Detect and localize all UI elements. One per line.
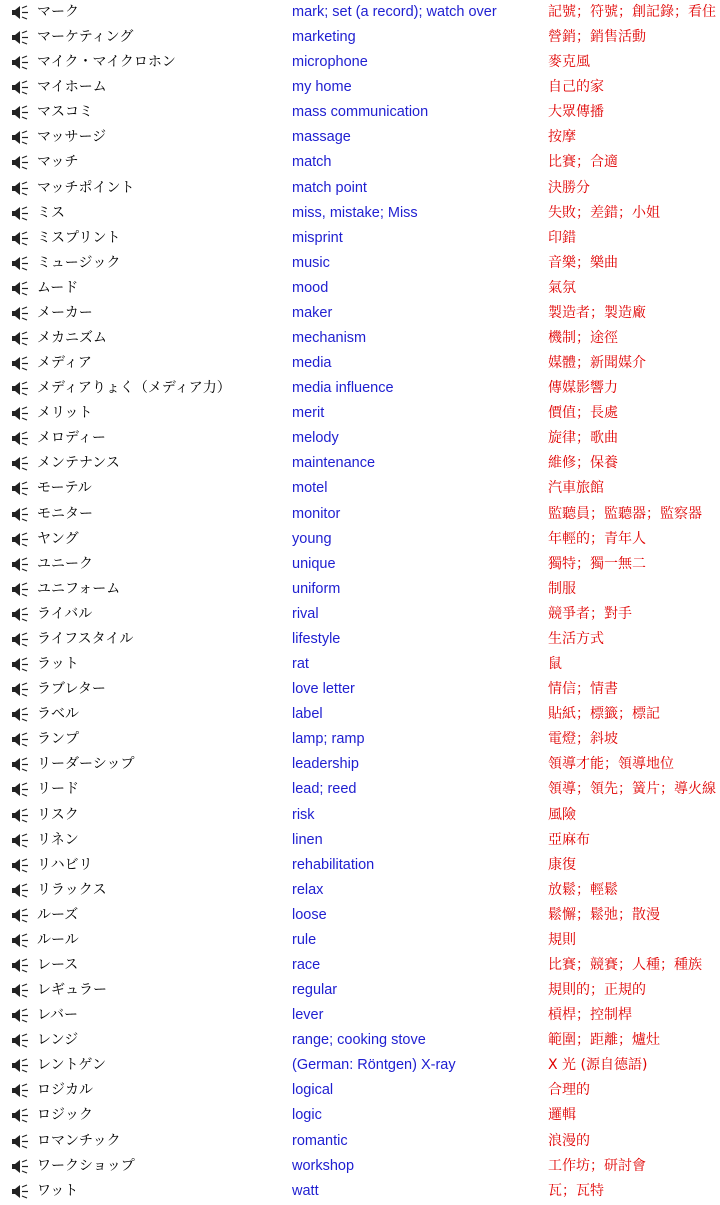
chinese-meaning: 合理的 xyxy=(548,1082,590,1099)
speaker-icon[interactable] xyxy=(11,476,31,501)
japanese-term: リラックス xyxy=(37,881,107,898)
chinese-meaning: 音樂；樂曲 xyxy=(548,254,618,271)
chinese-meaning: 競爭者；對手 xyxy=(548,605,632,622)
list-item xyxy=(0,552,720,577)
chinese-meaning: 比賽；競賽；人種；種族 xyxy=(548,956,702,973)
japanese-term: ロマンチック xyxy=(37,1132,121,1149)
english-meaning: match xyxy=(292,154,332,171)
japanese-term: リード xyxy=(37,781,79,798)
english-meaning: workshop xyxy=(292,1157,355,1174)
list-item xyxy=(0,276,720,301)
japanese-term: マーケティング xyxy=(37,29,134,46)
speaker-icon[interactable] xyxy=(11,1179,31,1204)
list-item xyxy=(0,853,720,878)
english-meaning: race xyxy=(292,956,321,973)
english-meaning: miss, mistake; Miss xyxy=(292,204,418,221)
japanese-term: マッチ xyxy=(37,154,79,171)
list-item xyxy=(0,928,720,953)
chinese-meaning: 放鬆；輕鬆 xyxy=(548,881,618,898)
speaker-icon[interactable] xyxy=(11,552,31,577)
speaker-icon[interactable] xyxy=(11,577,31,602)
english-meaning: maintenance xyxy=(292,455,376,472)
chinese-meaning: 情信；情書 xyxy=(548,681,618,698)
english-meaning: risk xyxy=(292,806,315,823)
speaker-icon[interactable] xyxy=(11,401,31,426)
speaker-icon[interactable] xyxy=(11,702,31,727)
japanese-term: モニター xyxy=(37,505,93,522)
english-meaning: lamp; ramp xyxy=(292,731,365,748)
chinese-meaning: 瓦；瓦特 xyxy=(548,1182,604,1199)
speaker-icon[interactable] xyxy=(11,125,31,150)
english-meaning: monitor xyxy=(292,505,341,522)
speaker-icon[interactable] xyxy=(11,727,31,752)
english-meaning: rival xyxy=(292,605,319,622)
list-item xyxy=(0,301,720,326)
japanese-term: ルール xyxy=(37,931,79,948)
japanese-term: メリット xyxy=(37,405,93,422)
japanese-term: ワークショップ xyxy=(37,1157,135,1174)
speaker-icon[interactable] xyxy=(11,928,31,953)
speaker-icon[interactable] xyxy=(11,978,31,1003)
list-item xyxy=(0,777,720,802)
speaker-icon[interactable] xyxy=(11,176,31,201)
speaker-icon[interactable] xyxy=(11,1053,31,1078)
chinese-meaning: 電燈；斜坡 xyxy=(548,731,618,748)
list-item xyxy=(0,903,720,928)
speaker-icon[interactable] xyxy=(11,602,31,627)
english-meaning: match point xyxy=(292,179,367,196)
list-item xyxy=(0,602,720,627)
japanese-term: ロジック xyxy=(37,1107,93,1124)
chinese-meaning: 領導才能；領導地位 xyxy=(548,756,674,773)
japanese-term: ラベル xyxy=(37,706,79,723)
english-meaning: leadership xyxy=(292,756,359,773)
japanese-term: マッチポイント xyxy=(37,179,135,196)
list-item xyxy=(0,1028,720,1053)
chinese-meaning: 印錯 xyxy=(548,229,576,246)
english-meaning: media influence xyxy=(292,380,394,397)
chinese-meaning: 領導；領先；簧片；導火線 xyxy=(548,781,716,798)
english-meaning: range; cooking stove xyxy=(292,1032,426,1049)
speaker-icon[interactable] xyxy=(11,301,31,326)
speaker-icon[interactable] xyxy=(11,1078,31,1103)
english-meaning: marketing xyxy=(292,29,356,46)
list-item xyxy=(0,25,720,50)
chinese-meaning: 鼠 xyxy=(548,656,562,673)
list-item xyxy=(0,652,720,677)
japanese-term: レンジ xyxy=(37,1032,79,1049)
speaker-icon[interactable] xyxy=(11,677,31,702)
japanese-term: メロディー xyxy=(37,430,106,447)
list-item xyxy=(0,1103,720,1128)
chinese-meaning: 製造者；製造廠 xyxy=(548,304,646,321)
chinese-meaning: 決勝分 xyxy=(548,179,590,196)
english-meaning: mass communication xyxy=(292,104,429,121)
list-item xyxy=(0,150,720,175)
chinese-meaning: 浪漫的 xyxy=(548,1132,590,1149)
list-item xyxy=(0,50,720,75)
list-item xyxy=(0,75,720,100)
speaker-icon[interactable] xyxy=(11,1154,31,1179)
chinese-meaning: 規則 xyxy=(548,931,576,948)
japanese-term: マスコミ xyxy=(37,104,93,121)
japanese-term: ユニフォーム xyxy=(37,580,121,597)
speaker-icon[interactable] xyxy=(11,1103,31,1128)
chinese-meaning: 機制；途徑 xyxy=(548,330,618,347)
english-meaning: lifestyle xyxy=(292,630,341,647)
chinese-meaning: 制服 xyxy=(548,580,576,597)
japanese-term: メカニズム xyxy=(37,330,107,347)
speaker-icon[interactable] xyxy=(11,251,31,276)
speaker-icon[interactable] xyxy=(11,100,31,125)
speaker-icon[interactable] xyxy=(11,75,31,100)
english-meaning: logic xyxy=(292,1107,322,1124)
japanese-term: リーダーシップ xyxy=(37,756,135,773)
speaker-icon[interactable] xyxy=(11,1003,31,1028)
english-meaning: romantic xyxy=(292,1132,348,1149)
chinese-meaning: 傳媒影響力 xyxy=(548,380,618,397)
list-item xyxy=(0,0,720,25)
list-item xyxy=(0,1129,720,1154)
list-item xyxy=(0,627,720,652)
chinese-meaning: 維修；保養 xyxy=(548,455,618,472)
list-item xyxy=(0,1154,720,1179)
japanese-term: ワット xyxy=(37,1182,79,1199)
english-meaning: maker xyxy=(292,304,333,321)
japanese-term: マーク xyxy=(37,4,79,20)
speaker-icon[interactable] xyxy=(11,25,31,50)
chinese-meaning: 旋律；歌曲 xyxy=(548,430,618,447)
english-meaning: microphone xyxy=(292,54,368,71)
list-item xyxy=(0,527,720,552)
japanese-term: メディア xyxy=(37,355,92,372)
speaker-icon[interactable] xyxy=(11,777,31,802)
speaker-icon[interactable] xyxy=(11,627,31,652)
chinese-meaning: 風險 xyxy=(548,806,576,823)
list-item xyxy=(0,803,720,828)
speaker-icon[interactable] xyxy=(11,652,31,677)
japanese-term: ムード xyxy=(37,279,79,296)
english-meaning: watt xyxy=(292,1182,319,1199)
list-item xyxy=(0,351,720,376)
list-item xyxy=(0,978,720,1003)
japanese-term: レントゲン xyxy=(37,1057,107,1074)
english-meaning: label xyxy=(292,706,323,723)
speaker-icon[interactable] xyxy=(11,527,31,552)
speaker-icon[interactable] xyxy=(11,953,31,978)
english-meaning: relax xyxy=(292,881,324,898)
list-item xyxy=(0,1179,720,1204)
list-item xyxy=(0,677,720,702)
japanese-term: レギュラー xyxy=(37,982,107,999)
speaker-icon[interactable] xyxy=(11,351,31,376)
japanese-term: リハビリ xyxy=(37,856,93,873)
chinese-meaning: 媒體；新聞媒介 xyxy=(548,355,646,372)
japanese-term: メーカー xyxy=(37,304,93,321)
chinese-meaning: 槓桿；控制桿 xyxy=(548,1007,632,1024)
chinese-meaning: 大眾傳播 xyxy=(548,104,604,121)
chinese-meaning: 價值；長處 xyxy=(548,405,618,422)
japanese-term: レース xyxy=(37,956,79,973)
list-item xyxy=(0,752,720,777)
english-meaning: my home xyxy=(292,79,352,96)
speaker-icon[interactable] xyxy=(11,878,31,903)
japanese-term: レバー xyxy=(37,1007,79,1024)
chinese-meaning: 亞麻布 xyxy=(548,831,590,848)
list-item xyxy=(0,577,720,602)
japanese-term: ランプ xyxy=(37,731,79,748)
english-meaning: music xyxy=(292,254,330,271)
english-meaning: mechanism xyxy=(292,330,367,347)
japanese-term: ラット xyxy=(37,656,79,673)
chinese-meaning: 氣氛 xyxy=(548,279,576,296)
list-item xyxy=(0,1053,720,1078)
japanese-term: ライフスタイル xyxy=(37,630,134,647)
japanese-term: メディアりょく（メディア力） xyxy=(37,380,231,397)
speaker-icon[interactable] xyxy=(11,226,31,251)
chinese-meaning: 按摩 xyxy=(548,129,576,146)
english-meaning: linen xyxy=(292,831,323,848)
list-item xyxy=(0,125,720,150)
japanese-term: メンテナンス xyxy=(37,455,120,472)
speaker-icon[interactable] xyxy=(11,903,31,928)
english-meaning: rule xyxy=(292,931,317,948)
chinese-meaning: 年輕的；青年人 xyxy=(548,530,646,547)
chinese-meaning: 監聽員；監聽器；監察器 xyxy=(548,505,702,522)
chinese-meaning: 比賽；合適 xyxy=(548,154,618,171)
chinese-meaning: 康復 xyxy=(548,856,576,873)
list-item xyxy=(0,401,720,426)
english-meaning: motel xyxy=(292,480,328,497)
japanese-term: ミュージック xyxy=(37,254,121,271)
japanese-term: リスク xyxy=(37,806,79,823)
english-meaning: misprint xyxy=(292,229,343,246)
speaker-icon[interactable] xyxy=(11,451,31,476)
chinese-meaning: 邏輯 xyxy=(548,1107,576,1124)
english-meaning: lead; reed xyxy=(292,781,357,798)
list-item xyxy=(0,1003,720,1028)
speaker-icon[interactable] xyxy=(11,853,31,878)
english-meaning: uniform xyxy=(292,580,341,597)
chinese-meaning: 獨特；獨一無二 xyxy=(548,555,646,572)
english-meaning: massage xyxy=(292,129,351,146)
japanese-term: リネン xyxy=(37,831,79,848)
speaker-icon[interactable] xyxy=(11,0,31,25)
chinese-meaning: 自己的家 xyxy=(548,79,604,96)
english-meaning: lever xyxy=(292,1007,324,1024)
japanese-term: ラブレター xyxy=(37,681,106,698)
list-item xyxy=(0,451,720,476)
english-meaning: mood xyxy=(292,279,329,296)
speaker-icon[interactable] xyxy=(11,150,31,175)
speaker-icon[interactable] xyxy=(11,50,31,75)
english-meaning: young xyxy=(292,530,332,547)
chinese-meaning: 鬆懈；鬆弛；散漫 xyxy=(548,906,660,923)
chinese-meaning: 麥克風 xyxy=(548,54,590,71)
chinese-meaning: 營銷；銷售活動 xyxy=(548,29,646,46)
english-meaning: (German: Röntgen) X-ray xyxy=(292,1057,456,1074)
list-item xyxy=(0,426,720,451)
english-meaning: love letter xyxy=(292,681,355,698)
list-item xyxy=(0,702,720,727)
speaker-icon[interactable] xyxy=(11,276,31,301)
english-meaning: unique xyxy=(292,555,336,572)
chinese-meaning: 記號；符號；創記錄；看住 xyxy=(548,4,716,20)
speaker-icon[interactable] xyxy=(11,426,31,451)
japanese-term: マイク・マイクロホン xyxy=(37,54,176,71)
english-meaning: loose xyxy=(292,906,327,923)
list-item xyxy=(0,226,720,251)
chinese-meaning: 生活方式 xyxy=(548,630,604,647)
japanese-term: マイホーム xyxy=(37,79,107,96)
chinese-meaning: 工作坊；研討會 xyxy=(548,1157,646,1174)
speaker-icon[interactable] xyxy=(11,752,31,777)
list-item xyxy=(0,201,720,226)
list-item xyxy=(0,476,720,501)
speaker-icon[interactable] xyxy=(11,828,31,853)
chinese-meaning: X 光 (源自德語) xyxy=(548,1057,648,1074)
speaker-icon[interactable] xyxy=(11,502,31,527)
list-item xyxy=(0,502,720,527)
list-item xyxy=(0,953,720,978)
japanese-term: ミス xyxy=(37,204,65,221)
list-item xyxy=(0,828,720,853)
japanese-term: ユニーク xyxy=(37,555,93,572)
japanese-term: マッサージ xyxy=(37,129,107,146)
list-item xyxy=(0,878,720,903)
english-meaning: mark; set (a record); watch over xyxy=(292,4,497,20)
speaker-icon[interactable] xyxy=(11,376,31,401)
japanese-term: ルーズ xyxy=(37,906,79,923)
japanese-term: モーテル xyxy=(37,480,92,497)
chinese-meaning: 規則的；正規的 xyxy=(548,982,646,999)
speaker-icon[interactable] xyxy=(11,803,31,828)
list-item xyxy=(0,176,720,201)
japanese-term: ロジカル xyxy=(37,1082,93,1099)
japanese-term: ミスプリント xyxy=(37,229,121,246)
english-meaning: rat xyxy=(292,656,309,673)
english-meaning: rehabilitation xyxy=(292,856,375,873)
chinese-meaning: 範圍；距離；爐灶 xyxy=(548,1032,660,1049)
speaker-icon[interactable] xyxy=(11,1028,31,1053)
japanese-term: ヤング xyxy=(37,530,79,547)
list-item xyxy=(0,100,720,125)
list-item xyxy=(0,326,720,351)
speaker-icon[interactable] xyxy=(11,326,31,351)
english-meaning: regular xyxy=(292,982,338,999)
list-item xyxy=(0,251,720,276)
list-item xyxy=(0,727,720,752)
chinese-meaning: 汽車旅館 xyxy=(548,480,604,497)
english-meaning: melody xyxy=(292,430,339,447)
list-item xyxy=(0,376,720,401)
speaker-icon[interactable] xyxy=(11,201,31,226)
english-meaning: media xyxy=(292,355,332,372)
chinese-meaning: 失敗；差錯；小姐 xyxy=(548,204,660,221)
english-meaning: logical xyxy=(292,1082,334,1099)
speaker-icon[interactable] xyxy=(11,1129,31,1154)
english-meaning: merit xyxy=(292,405,325,422)
list-item xyxy=(0,1078,720,1103)
japanese-term: ライバル xyxy=(37,605,93,622)
chinese-meaning: 貼紙；標籤；標記 xyxy=(548,706,660,723)
